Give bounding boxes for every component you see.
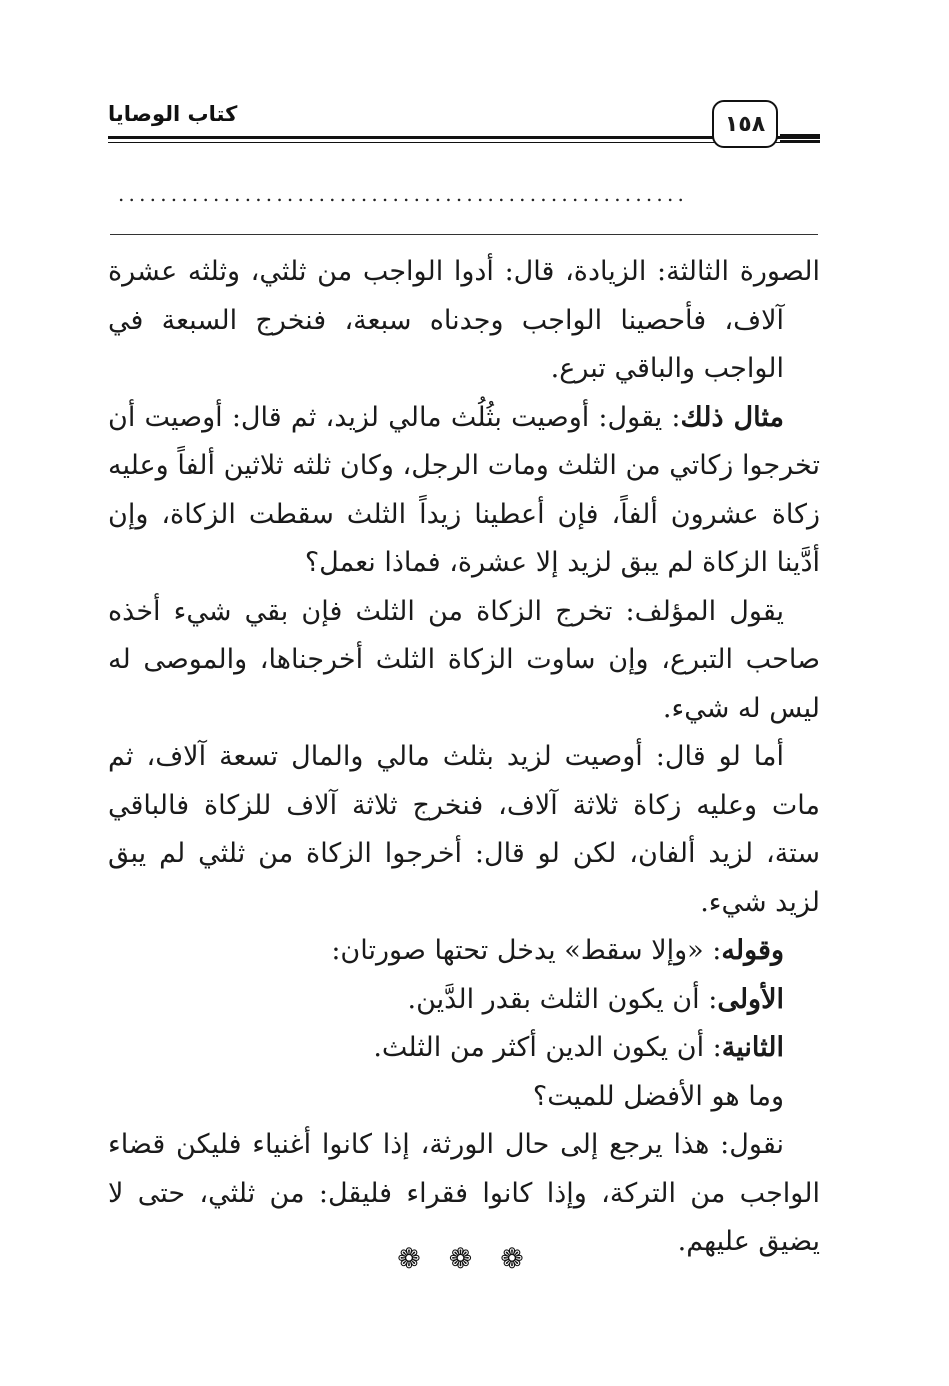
page-header [108, 100, 820, 156]
paragraph-3 [108, 588, 820, 734]
paragraph-9-text: نقول: هذا يرجع إلى حال الورثة، إذا كانوا أغنياء فليكن قضاء الواجب من التركة، وإذا كانوا فقراء فليقل: من ثلثي، حتى لا يضيق عليهم. [108, 1129, 820, 1257]
header-rule-right-top [780, 134, 820, 136]
paragraph-2 [108, 394, 820, 588]
paragraph-3-text: يقول المؤلف: تخرج الزكاة من الثلث فإن بقي شيء أخذه صاحب التبرع، وإن ساوت الزكاة الثلث أخرجناها، والموصى له ليس له شيء. [108, 595, 820, 724]
paragraph-7 [108, 1024, 820, 1073]
section-divider [110, 234, 818, 235]
paragraph-8 [108, 1073, 820, 1122]
paragraph-5 [108, 927, 820, 976]
paragraph-6 [108, 976, 820, 1025]
book-title: كتاب الوصايا [108, 102, 238, 126]
paragraph-1-text: الصورة الثالثة: الزيادة، قال: أدوا الواجب من ثلثي، وثلثه عشرة آلاف، فأحصينا الواجب وجدناه سبعة، فنخرج السبعة في الواجب والباقي تبرع. [108, 256, 820, 384]
paragraph-5-text: : «وإلا سقط» يدخل تحتها صورتان: [331, 935, 722, 966]
paragraph-6-label: الأولى [717, 983, 784, 1015]
paragraph-7-label: الثانية [721, 1032, 784, 1063]
paragraph-5-label: وقوله [721, 935, 784, 966]
header-rule-right-bottom [780, 140, 820, 142]
paragraph-1 [108, 248, 820, 394]
paragraph-2-label: مثال ذلك [680, 401, 784, 433]
page-number: ١٥٨ [712, 100, 778, 148]
paragraph-4 [108, 733, 820, 927]
paragraph-2-text: : يقول: أوصيت بثُلُث مالي لزيد، ثم قال: أوصيت أن تخرجوا زكاتي من الثلث ومات الرجل، وكان ثلثه ثلاثين ألفاً وعليه زكاة عشرون ألفاً، فإن أعطينا زيداً الثلث سقطت الزكاة، وإن أدَّينا الزكاة لم يبق لزيد إلا عشرة، فماذا نعمل؟ [108, 401, 820, 578]
paragraph-6-text: : أن يكون الثلث بقدر الدَّين. [407, 983, 718, 1015]
dotted-separator: ...................................................... [118, 182, 689, 206]
paragraph-8-text: وما هو الأفضل للميت؟ [532, 1080, 784, 1112]
paragraph-7-text: : أن يكون الدين أكثر من الثلث. [373, 1032, 722, 1063]
paragraph-4-text: أما لو قال: أوصيت لزيد بثلث مالي والمال تسعة آلاف، ثم مات وعليه زكاة ثلاثة آلاف، فنخرج ثلاثة آلاف للزكاة فالباقي ستة، لزيد ألفان، لكن لو قال: أخرجوا الزكاة من ثلثي لم يبق لزيد شيء. [108, 741, 820, 918]
main-text [108, 248, 820, 1267]
closing-ornament: ❁❁❁ [397, 1242, 552, 1275]
